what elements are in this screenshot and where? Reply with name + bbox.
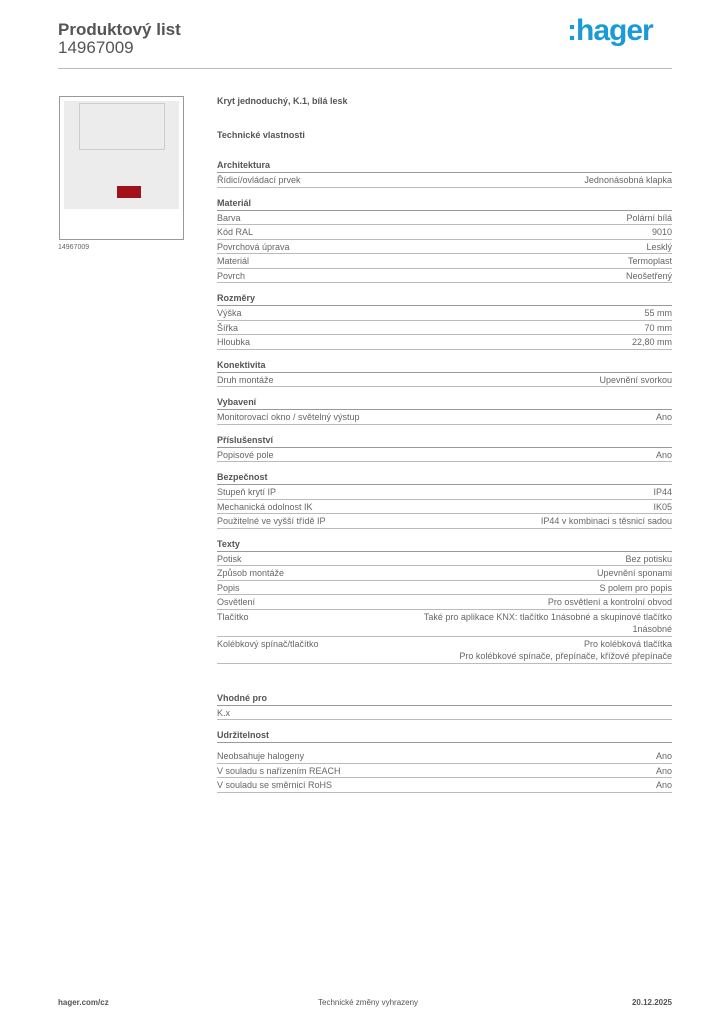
spec-label: Povrch [217,270,246,281]
spec-section [217,692,672,721]
spec-label: Potisk [217,553,242,564]
spec-row [217,173,672,188]
spec-value-line: Upevnění sponami [596,568,672,578]
header-divider [58,68,672,69]
section-title: Architektura [217,159,672,173]
spec-value [646,241,672,254]
spec-value-line: Ano [655,449,672,460]
spec-value-line: Jednonásobná klapka [584,175,672,185]
section-title: Udržitelnost [217,729,672,743]
spec-row [217,566,672,581]
section-title: Materiál [217,197,672,211]
spec-value-line: Ano [655,412,672,422]
spec-value-line: Neošetřený [625,270,672,281]
spec-value-line: Pro kolébkové spínače, přepínače, křížové přepínače [459,651,672,661]
spec-label: Druh montáže [217,374,274,385]
spec-section [217,434,672,463]
spec-value [644,322,672,335]
spec-label: Tlačítko [217,611,249,622]
product-number: 14967009 [58,38,134,57]
section-title: Vhodné pro [217,692,672,706]
spec-value-line: S polem pro popis [599,582,672,593]
spec-label: Šířka [217,322,239,333]
spec-value-line: IK05 [653,501,672,512]
spec-row [217,448,672,463]
spec-section [217,159,672,188]
spec-row [217,749,672,764]
spec-value-line: 70 mm [644,322,672,333]
spec-value [653,486,672,499]
spec-value-line: 22,80 mm [631,337,672,347]
product-name: Kryt jednoduchý, K.1, bílá lesk [217,96,348,106]
spec-value-line: Ano [655,751,672,761]
spec-row [217,240,672,255]
spec-value [656,779,672,792]
spec-section [217,729,672,793]
spec-row [217,335,672,350]
spec-row [217,306,672,321]
spec-label: V souladu se směrnicí RoHS [217,780,333,790]
section-title: Rozměry [217,292,672,306]
product-image [59,96,184,240]
footer-date: 20.12.2025 [631,998,672,1007]
spec-row [217,514,672,529]
spec-label: Povrchová úprava [217,241,290,252]
section-title: Konektivita [217,359,672,373]
section-title: Vybavení [217,396,672,410]
spec-label: Stupeň krytí IP [217,487,277,497]
section-title: Příslušenství [217,434,672,448]
footer-website[interactable]: hager.com/cz [58,998,109,1007]
spec-value-line: Také pro aplikace KNX: tlačítko 1násobné a skupinové tlačítko [423,611,672,622]
spec-row [217,637,672,664]
spec-value [584,174,672,187]
spec-value-line: Termoplast [627,256,672,266]
hager-logo: :hager [567,14,653,47]
spec-value [656,750,672,763]
spec-value [548,596,672,609]
spec-value-line: IP44 [653,487,672,497]
spec-value-line: Polární bílá [626,212,672,223]
spec-value [626,270,672,283]
label-window [79,103,165,150]
spec-content [217,96,672,793]
spec-row [217,373,672,388]
spec-value [424,611,672,636]
spec-value-line: IP44 v kombinaci s těsnicí sadou [540,516,672,526]
spec-label: V souladu s nařízením REACH [217,765,341,776]
spec-section [217,471,672,529]
spec-row [217,225,672,240]
spec-row [217,410,672,425]
page-title: Produktový list [58,20,181,39]
spec-value [652,226,672,239]
spec-section [217,538,672,664]
spec-label: Monitorovací okno / světelný výstup [217,412,360,422]
cover-plate [64,101,179,209]
spec-label: Výška [217,308,242,318]
spec-row [217,610,672,637]
spec-row [217,500,672,515]
spec-value [599,374,672,387]
spec-label: Řídicí/ovládací prvek [217,175,301,185]
spec-value-line: Ano [655,780,672,790]
spec-label: Osvětlení [217,597,256,607]
spec-row [217,321,672,336]
spec-label: Mechanická odolnost IK [217,501,313,512]
spec-label: K.x [217,707,231,718]
spec-value-line: 9010 [651,227,672,237]
spec-value-line: Lesklý [646,241,672,252]
spec-value [628,255,672,268]
spec-value [459,638,672,663]
spec-label: Neobsahuje halogeny [217,751,305,761]
spec-value [656,449,672,462]
spec-value [597,567,672,580]
spec-section [217,292,672,350]
spec-row [217,595,672,610]
spec-value [656,765,672,778]
spec-label: Barva [217,212,241,223]
spec-label: Popis [217,582,240,593]
section-title: Bezpečnost [217,471,672,485]
spec-label: Materiál [217,256,250,266]
spec-row [217,485,672,500]
spec-row [217,269,672,284]
footer-note: Technické změny vyhrazeny [318,998,419,1007]
spec-value [625,553,672,566]
spec-value [626,212,672,225]
spec-label: Kolébkový spínač/tlačítko [217,638,319,649]
spec-value-line: Pro osvětlení a kontrolní obvod [547,597,672,607]
spec-value [632,336,672,349]
spec-row [217,552,672,567]
spec-label: Kód RAL [217,227,254,237]
spec-section [217,359,672,388]
tech-title: Technické vlastnosti [217,130,305,140]
spec-row [217,706,672,721]
spec-value [644,307,672,320]
spec-row [217,254,672,269]
spec-label: Popisové pole [217,449,274,460]
spec-label: Způsob montáže [217,568,285,578]
spec-row [217,581,672,596]
spec-value-line: Pro kolébková tlačítka [583,638,672,649]
spec-row [217,211,672,226]
indicator-light [117,186,141,198]
spec-section [217,197,672,284]
spec-row [217,764,672,779]
spec-value [541,515,672,528]
spec-value [653,501,672,514]
section-title: Texty [217,538,672,552]
spec-value-line: Upevnění svorkou [599,374,672,385]
spec-row [217,778,672,793]
spec-value-line: 55 mm [644,308,672,318]
spec-value-line: Bez potisku [625,553,672,564]
spec-section [217,396,672,425]
spec-value [599,582,672,595]
spec-value-line: 1násobné [632,624,672,634]
spec-value [656,411,672,424]
image-caption: 14967009 [58,244,90,251]
spec-value-line: Ano [655,765,672,776]
spec-label: Použitelné ve vyšší třídě IP [217,516,326,526]
spec-label: Hloubka [217,337,251,347]
